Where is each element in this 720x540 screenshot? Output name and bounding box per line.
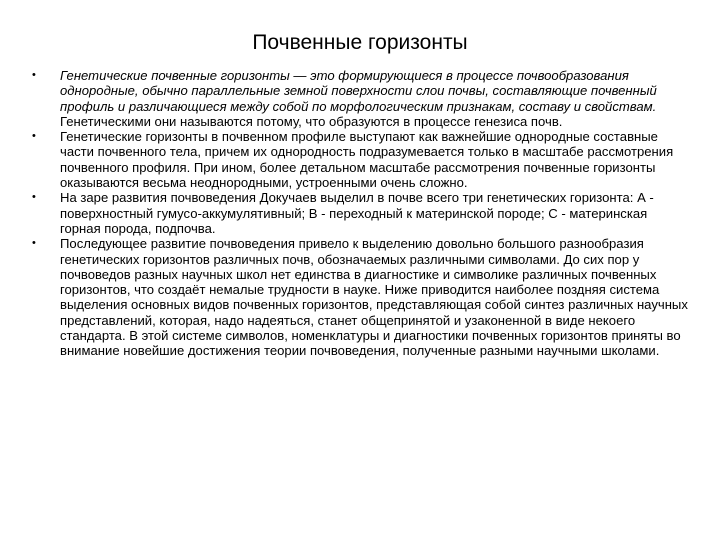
bullet-list xyxy=(60,68,690,359)
bullet-3-text: На заре развития почвоведения Докучаев выделил в почве всего три генетических горизонта: А - поверхностный гумусо-аккумулятивный; В - переходный к материнской породе; С - материнская горная порода, подпочва. xyxy=(60,190,654,236)
bullet-1-text: Генетическими они называются потому, что образуются в процессе генезиса почв. xyxy=(60,113,563,129)
bullet-item-1 xyxy=(60,68,690,129)
slide-title: Почвенные горизонты xyxy=(252,31,468,54)
bullet-item-2 xyxy=(60,129,690,190)
bullet-item-4 xyxy=(60,236,690,358)
bullet-2-text: Генетические горизонты в почвенном профиле выступают как важнейшие однородные составные части почвенного тела, причем их однородность подразумевается только в масштабе рассмотрения почвенного профиля. При ином, более детальном масштабе рассмотрения почвенные горизонты оказываются весьма неоднородными, устроенными очень сложно. xyxy=(60,129,674,191)
bullet-1-definition: Генетические почвенные горизонты — это формирующиеся в процессе почвообразования однородные, обычно параллельные земной поверхности слои почвы, составляющие почвенный профиль и различающиеся между собой по морфологическим признакам, составу и свойствам. xyxy=(60,68,657,114)
bullet-4-text: Последующее развитие почвоведения привело к выделению довольно большого разнообразия генетических горизонтов различных почв, обозначаемых различными символами. До сих пор у почвоведов разных научных школ нет единства в диагностике и символике различных почвенных горизонтов, что создаёт немалые трудности в науке. Ниже приводится наиболее поздняя система выделения основных видов почвенных горизонтов, представляющая собой синтез различных научных представлений, которая, надо надеяться, станет общепринятой и узаконенной в виде некоего стандарта. В этой системе символов, номенклатуры и диагностики почвенных горизонтов приняты во внимание новейшие достижения теории почвоведения, полученные разными научными школами. xyxy=(60,236,688,359)
bullet-item-3 xyxy=(60,190,690,236)
